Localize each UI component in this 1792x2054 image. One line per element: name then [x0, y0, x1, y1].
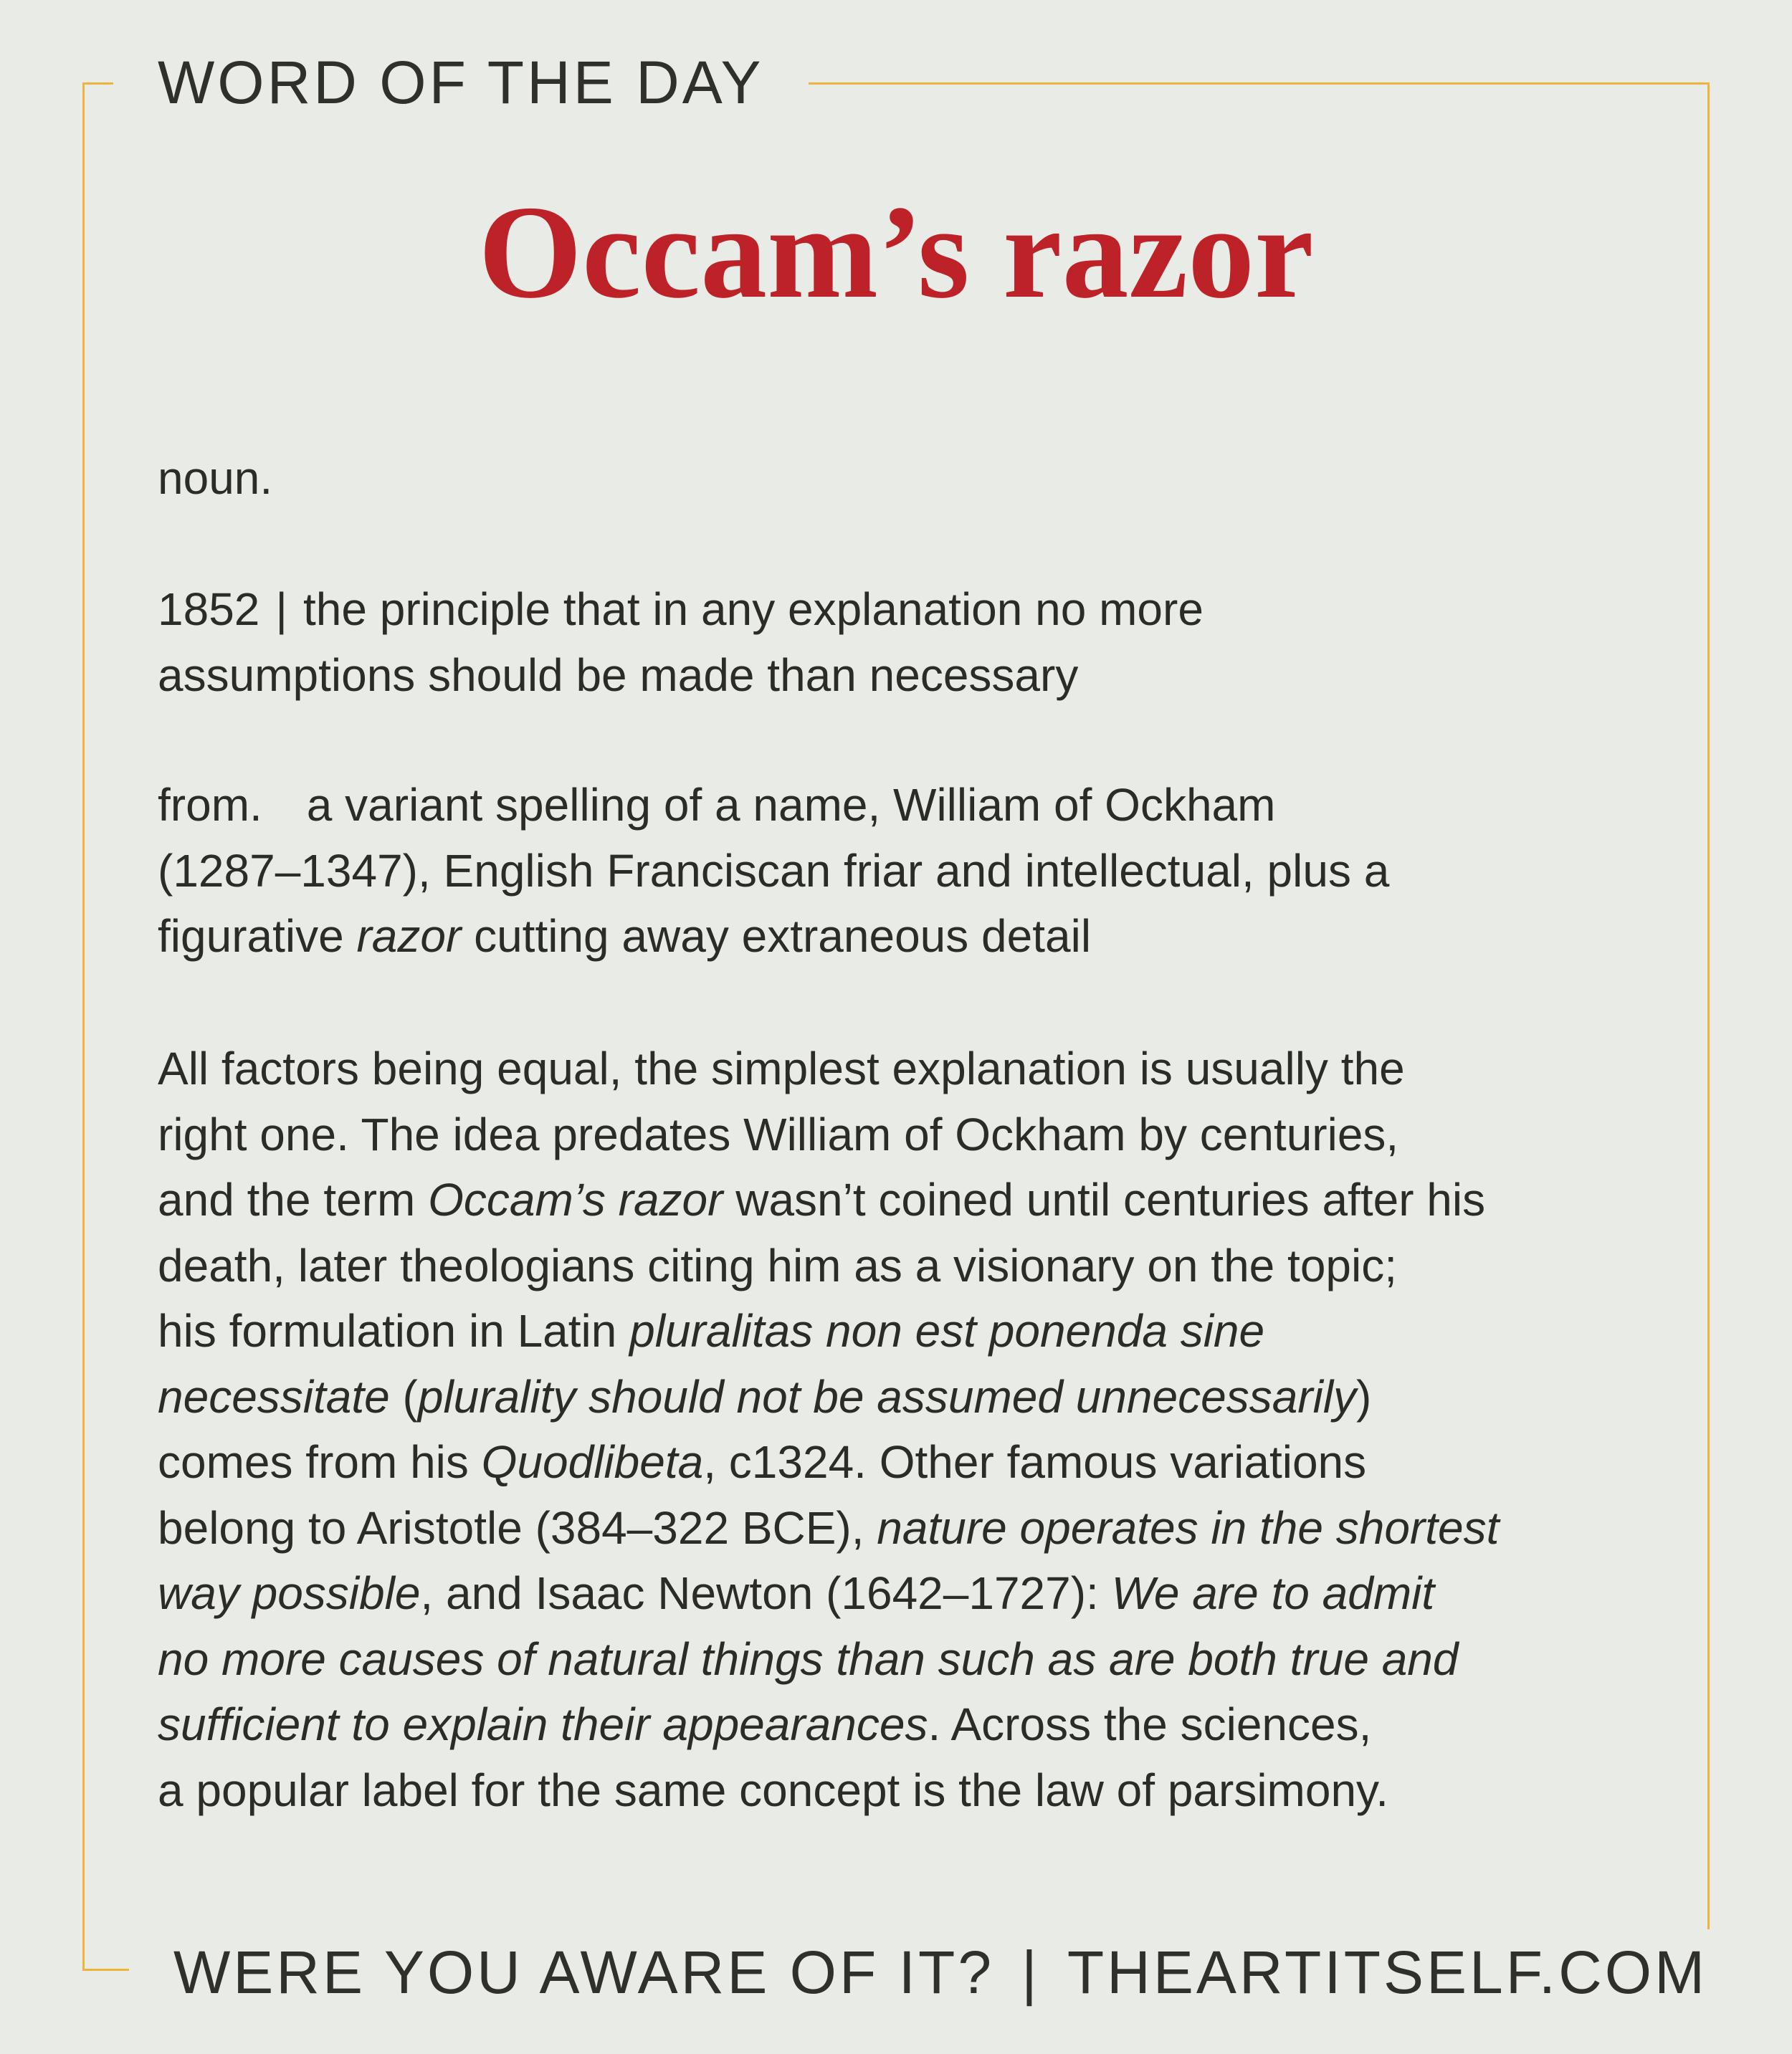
- note-emphasis-latin-2: necessitate: [158, 1370, 390, 1423]
- etymology-emphasis-razor: razor: [356, 910, 462, 962]
- etymology-line-3: [158, 904, 1692, 970]
- etymology-text-3b: cutting away extraneous detail: [461, 910, 1092, 962]
- note-line-3: [158, 1167, 1692, 1233]
- note-text-7b: , c1324. Other famous variations: [703, 1436, 1367, 1488]
- note-line-10: [158, 1627, 1692, 1693]
- usage-note: [158, 1036, 1692, 1823]
- definition-year: 1852: [158, 583, 260, 635]
- note-line-9: [158, 1561, 1692, 1627]
- note-text-9a: , and Isaac Newton (1642–1727):: [420, 1567, 1112, 1619]
- note-line-4: death, later theologians citing him as a visionary on the topic;: [158, 1239, 1397, 1291]
- definition-line-1: [158, 577, 1692, 643]
- note-line-7: [158, 1430, 1692, 1496]
- note-line-5: [158, 1299, 1692, 1365]
- word-title: Occam’s razor: [478, 178, 1314, 326]
- note-text-3b: wasn’t coined until centuries after his: [723, 1174, 1486, 1226]
- part-of-speech: [158, 446, 1692, 512]
- note-line-2: right one. The idea predates William of Ockham by centuries,: [158, 1108, 1399, 1160]
- note-emphasis-newton-2: no more causes of natural things than such as are both true and: [158, 1633, 1459, 1685]
- etymology-text-3a: figurative: [158, 910, 357, 962]
- etymology-text-1: a variant spelling of a name, William of Ockham: [306, 779, 1276, 831]
- note-line-6: [158, 1365, 1692, 1430]
- note-text-6b: ): [1356, 1370, 1372, 1423]
- definition-line-2: assumptions should be made than necessary: [158, 649, 1079, 701]
- note-emphasis-quodlibeta: Quodlibeta: [481, 1436, 704, 1488]
- note-text-3a: and the term: [158, 1174, 429, 1226]
- note-line-12: a popular label for the same concept is the law of parsimony.: [158, 1764, 1389, 1816]
- note-line-11: [158, 1692, 1692, 1758]
- footer-label: [129, 1929, 1752, 2015]
- note-text-5a: his formulation in Latin: [158, 1305, 630, 1357]
- note-emphasis-newton-1: We are to admit: [1111, 1567, 1435, 1619]
- footer-site: THEARTITSELF.COM: [1067, 1939, 1708, 2006]
- etymology-label: from.: [158, 779, 262, 831]
- definition-text-1: the principle that in any explanation no more: [303, 583, 1204, 635]
- note-emphasis-aristotle-1: nature operates in the shortest: [877, 1501, 1500, 1554]
- note-text-6a: (: [389, 1370, 418, 1423]
- note-text-7a: comes from his: [158, 1436, 482, 1488]
- etymology: [158, 773, 1692, 970]
- part-of-speech-text: noun.: [158, 452, 273, 504]
- definition-separator: |: [275, 583, 287, 635]
- note-emphasis-latin-1: pluralitas non est ponenda sine: [629, 1305, 1265, 1357]
- etymology-line-2: (1287–1347), English Franciscan friar and intellectual, plus a: [158, 844, 1390, 897]
- header-label: WORD OF THE DAY: [113, 43, 809, 122]
- note-text-8a: belong to Aristotle (384–322 BCE),: [158, 1501, 877, 1554]
- note-emphasis-newton-3: sufficient to explain their appearances: [158, 1699, 928, 1750]
- footer-separator: |: [1021, 1939, 1040, 2006]
- note-emphasis-translation: plurality should not be assumed unnecessarily: [417, 1370, 1357, 1423]
- note-line-8: [158, 1496, 1692, 1562]
- definition: [158, 577, 1692, 708]
- footer-question: WERE YOU AWARE OF IT?: [173, 1939, 995, 2006]
- note-emphasis-occams-razor: Occam’s razor: [428, 1174, 723, 1226]
- note-text-11a: . Across the sciences,: [928, 1699, 1372, 1750]
- note-emphasis-aristotle-2: way possible: [158, 1567, 421, 1619]
- etymology-line-1: [158, 773, 1692, 839]
- note-line-1: All factors being equal, the simplest explanation is usually the: [158, 1043, 1405, 1094]
